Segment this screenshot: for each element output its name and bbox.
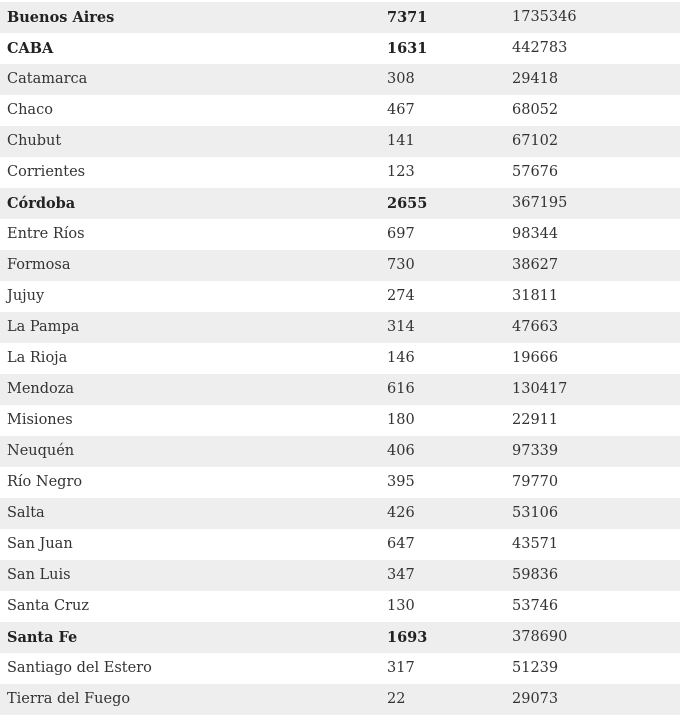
- cases-value: 31811: [512, 288, 559, 304]
- cases-value: 98344: [512, 226, 559, 242]
- table-row: [0, 64, 680, 95]
- deaths-value: 697: [387, 226, 415, 242]
- deaths-value: 314: [387, 319, 415, 335]
- table-row: [0, 33, 680, 64]
- table-row: [0, 591, 680, 622]
- deaths-value: 130: [387, 598, 415, 614]
- province-table-body: [0, 2, 680, 715]
- table-row: [0, 250, 680, 281]
- deaths-value: 146: [387, 350, 415, 366]
- table-row: [0, 467, 680, 498]
- cases-value: 29418: [512, 71, 559, 87]
- cases-value: 59836: [512, 567, 559, 583]
- cases-value: 367195: [512, 195, 568, 211]
- table-row: [0, 436, 680, 467]
- cases-value: 53746: [512, 598, 559, 614]
- cases-value: 57676: [512, 164, 559, 180]
- cases-value: 22911: [512, 412, 559, 428]
- province-name: Buenos Aires: [7, 9, 115, 26]
- cases-value: 97339: [512, 443, 559, 459]
- province-name: Chubut: [7, 133, 62, 149]
- table-row: [0, 281, 680, 312]
- table-row: [0, 498, 680, 529]
- province-name: La Pampa: [7, 319, 80, 335]
- deaths-value: 395: [387, 474, 415, 490]
- cases-value: 68052: [512, 102, 559, 118]
- deaths-value: 7371: [387, 9, 428, 26]
- deaths-value: 730: [387, 257, 415, 273]
- deaths-value: 426: [387, 505, 415, 521]
- deaths-value: 141: [387, 133, 415, 149]
- table-row: [0, 343, 680, 374]
- cases-value: 442783: [512, 40, 568, 56]
- cases-value: 378690: [512, 629, 568, 645]
- cases-value: 51239: [512, 660, 559, 676]
- table-row: [0, 653, 680, 684]
- deaths-value: 616: [387, 381, 415, 397]
- cases-value: 130417: [512, 381, 568, 397]
- cases-value: 43571: [512, 536, 559, 552]
- province-name: Entre Ríos: [7, 226, 85, 242]
- province-name: Salta: [7, 505, 45, 521]
- cases-value: 29073: [512, 691, 559, 707]
- province-name: Corrientes: [7, 164, 86, 180]
- province-name: Formosa: [7, 257, 71, 273]
- table-row: [0, 2, 680, 33]
- province-name: Misiones: [7, 412, 73, 428]
- province-name: Jujuy: [7, 288, 45, 304]
- cases-value: 67102: [512, 133, 559, 149]
- table-row: [0, 622, 680, 653]
- deaths-value: 22: [387, 691, 406, 707]
- table-row: [0, 529, 680, 560]
- deaths-value: 406: [387, 443, 415, 459]
- table-row: [0, 684, 680, 715]
- province-name: Catamarca: [7, 71, 88, 87]
- cases-value: 19666: [512, 350, 559, 366]
- province-name: Santiago del Estero: [7, 660, 152, 676]
- province-table: [0, 2, 680, 715]
- cases-value: 1735346: [512, 9, 577, 25]
- table-row: [0, 126, 680, 157]
- deaths-value: 467: [387, 102, 415, 118]
- province-name: Córdoba: [7, 195, 76, 212]
- table-row: [0, 405, 680, 436]
- province-name: Santa Cruz: [7, 598, 90, 614]
- deaths-value: 308: [387, 71, 415, 87]
- deaths-value: 1631: [387, 40, 428, 57]
- province-name: San Luis: [7, 567, 71, 583]
- deaths-value: 647: [387, 536, 415, 552]
- province-name: Mendoza: [7, 381, 75, 397]
- province-name: Río Negro: [7, 474, 83, 490]
- table-row: [0, 95, 680, 126]
- deaths-value: 123: [387, 164, 415, 180]
- deaths-value: 317: [387, 660, 415, 676]
- table-row: [0, 219, 680, 250]
- province-name: CABA: [7, 40, 54, 57]
- province-name: Santa Fe: [7, 629, 78, 646]
- table-row: [0, 374, 680, 405]
- cases-value: 38627: [512, 257, 559, 273]
- table-row: [0, 188, 680, 219]
- table-row: [0, 157, 680, 188]
- deaths-value: 2655: [387, 195, 428, 212]
- province-name: Chaco: [7, 102, 53, 118]
- table-row: [0, 312, 680, 343]
- deaths-value: 274: [387, 288, 415, 304]
- deaths-value: 1693: [387, 629, 428, 646]
- table-row: [0, 560, 680, 591]
- province-name: Neuquén: [7, 443, 75, 459]
- cases-value: 79770: [512, 474, 559, 490]
- cases-value: 47663: [512, 319, 559, 335]
- province-name: Tierra del Fuego: [7, 691, 131, 707]
- deaths-value: 180: [387, 412, 415, 428]
- deaths-value: 347: [387, 567, 415, 583]
- province-name: La Rioja: [7, 350, 68, 366]
- province-name: San Juan: [7, 536, 73, 552]
- cases-value: 53106: [512, 505, 559, 521]
